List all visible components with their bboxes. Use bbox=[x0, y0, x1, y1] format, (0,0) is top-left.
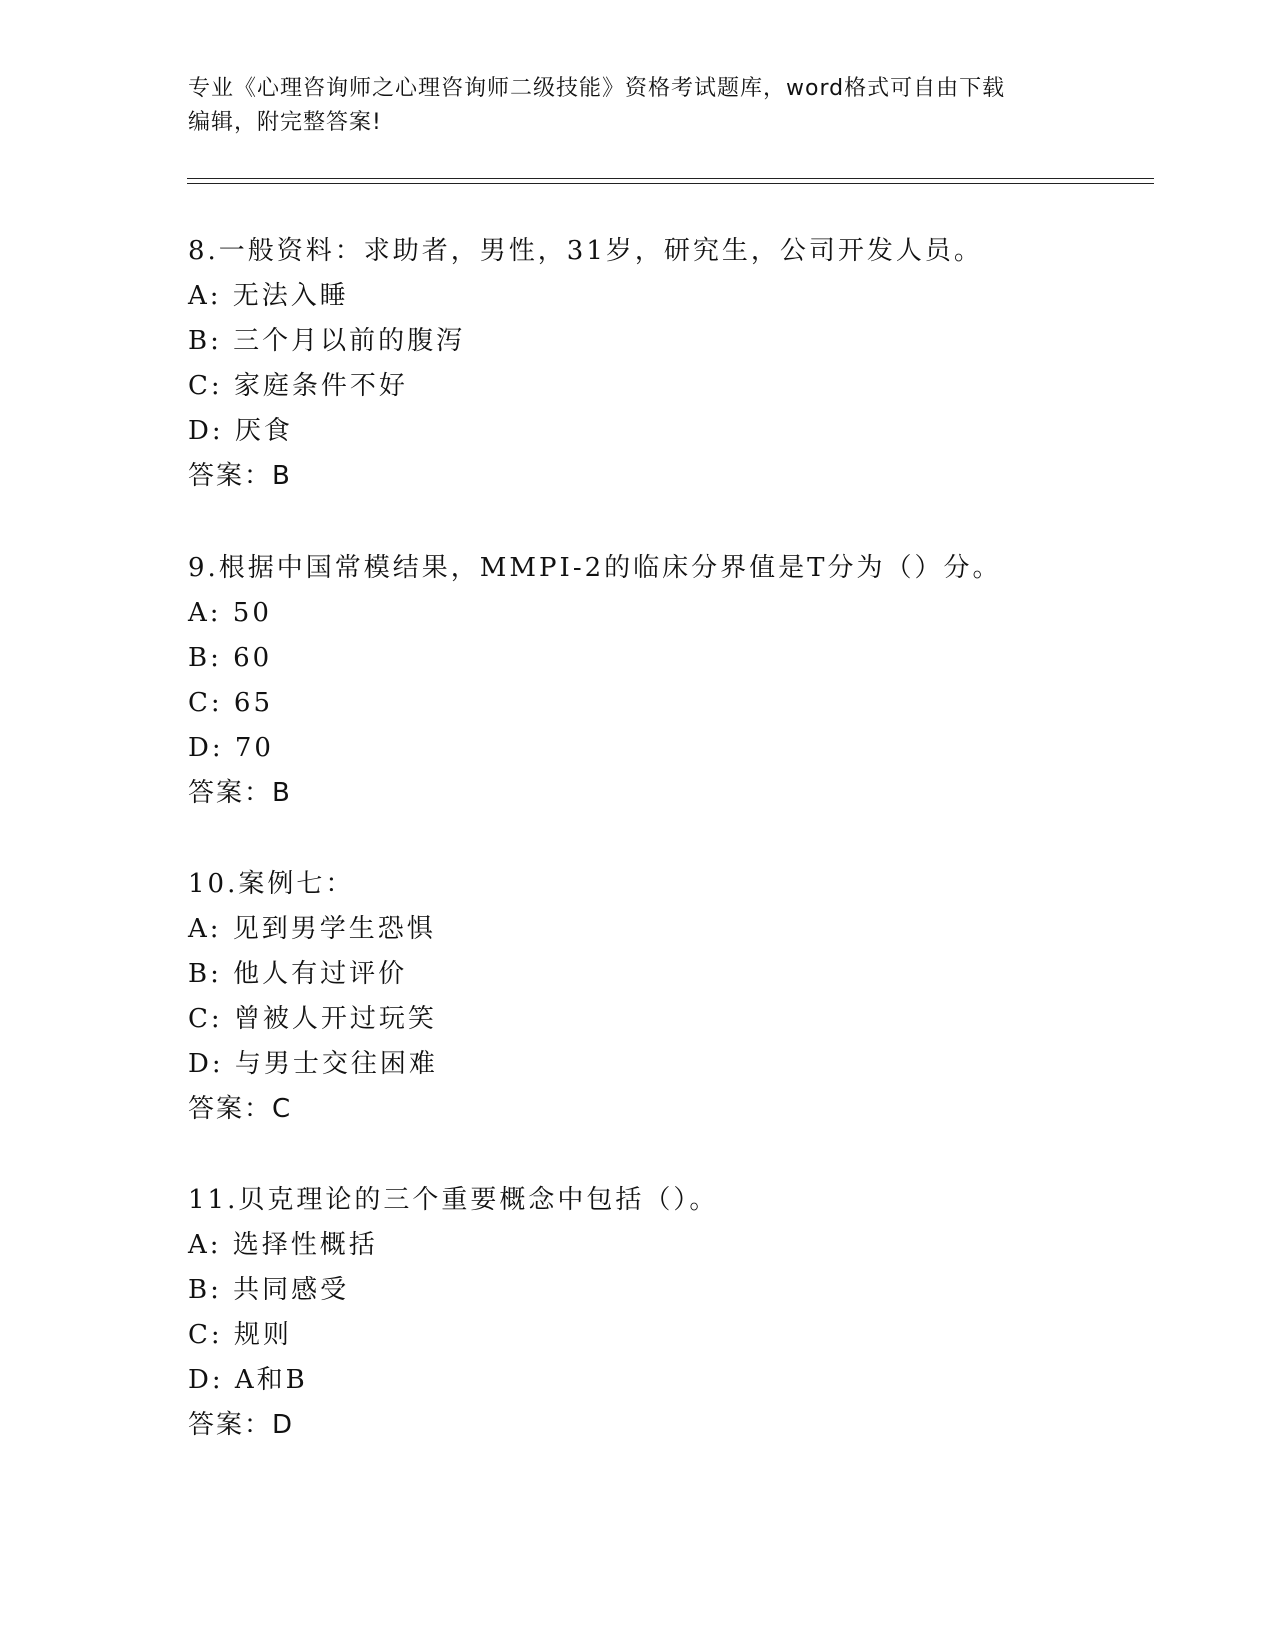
option-c: C: 家庭条件不好 bbox=[188, 371, 408, 401]
option-a: A: 50 bbox=[188, 598, 272, 628]
option-c: C: 曾被人开过玩笑 bbox=[188, 1004, 437, 1034]
answer-value: C bbox=[272, 1094, 292, 1124]
option-b: B: 共同感受 bbox=[188, 1275, 350, 1305]
option-b: B: 他人有过评价 bbox=[188, 959, 408, 989]
option-a: A: 无法入睡 bbox=[188, 281, 349, 311]
answer-label: 答案： bbox=[188, 461, 273, 491]
option-d: D: 70 bbox=[188, 733, 274, 763]
question-stem: 8.一般资料：求助者，男性，31岁，研究生，公司开发人员。 bbox=[188, 236, 983, 266]
answer-line bbox=[188, 775, 291, 811]
question-stem: 10.案例七： bbox=[188, 869, 355, 899]
document-header bbox=[188, 72, 1088, 140]
header-line-2: 编辑，附完整答案! bbox=[188, 110, 382, 135]
answer-label: 答案： bbox=[188, 1094, 273, 1124]
option-d: D: 厌食 bbox=[188, 416, 293, 446]
option-d: D: A和B bbox=[188, 1365, 308, 1395]
header-divider-bottom bbox=[187, 183, 1154, 184]
answer-label: 答案： bbox=[188, 778, 273, 808]
answer-value: B bbox=[272, 778, 291, 808]
header-line-1: 专业《心理咨询师之心理咨询师二级技能》资格考试题库，word格式可自由下载 bbox=[188, 76, 1006, 101]
option-b: B: 三个月以前的腹泻 bbox=[188, 326, 466, 356]
question-stem: 9.根据中国常模结果，MMPI-2的临床分界值是T分为（）分。 bbox=[188, 553, 1002, 583]
option-c: C: 规则 bbox=[188, 1320, 292, 1350]
answer-line bbox=[188, 458, 291, 494]
option-c: C: 65 bbox=[188, 688, 274, 718]
question-stem: 11.贝克理论的三个重要概念中包括（）。 bbox=[188, 1185, 719, 1215]
option-a: A: 见到男学生恐惧 bbox=[188, 914, 436, 944]
answer-value: B bbox=[272, 461, 291, 491]
option-b: B: 60 bbox=[188, 643, 273, 673]
option-d: D: 与男士交往困难 bbox=[188, 1049, 438, 1079]
header-divider-top bbox=[187, 178, 1154, 179]
answer-line bbox=[188, 1407, 293, 1443]
option-a: A: 选择性概括 bbox=[188, 1230, 378, 1260]
answer-value: D bbox=[272, 1410, 294, 1440]
answer-label: 答案： bbox=[188, 1410, 273, 1440]
answer-line bbox=[188, 1091, 291, 1127]
